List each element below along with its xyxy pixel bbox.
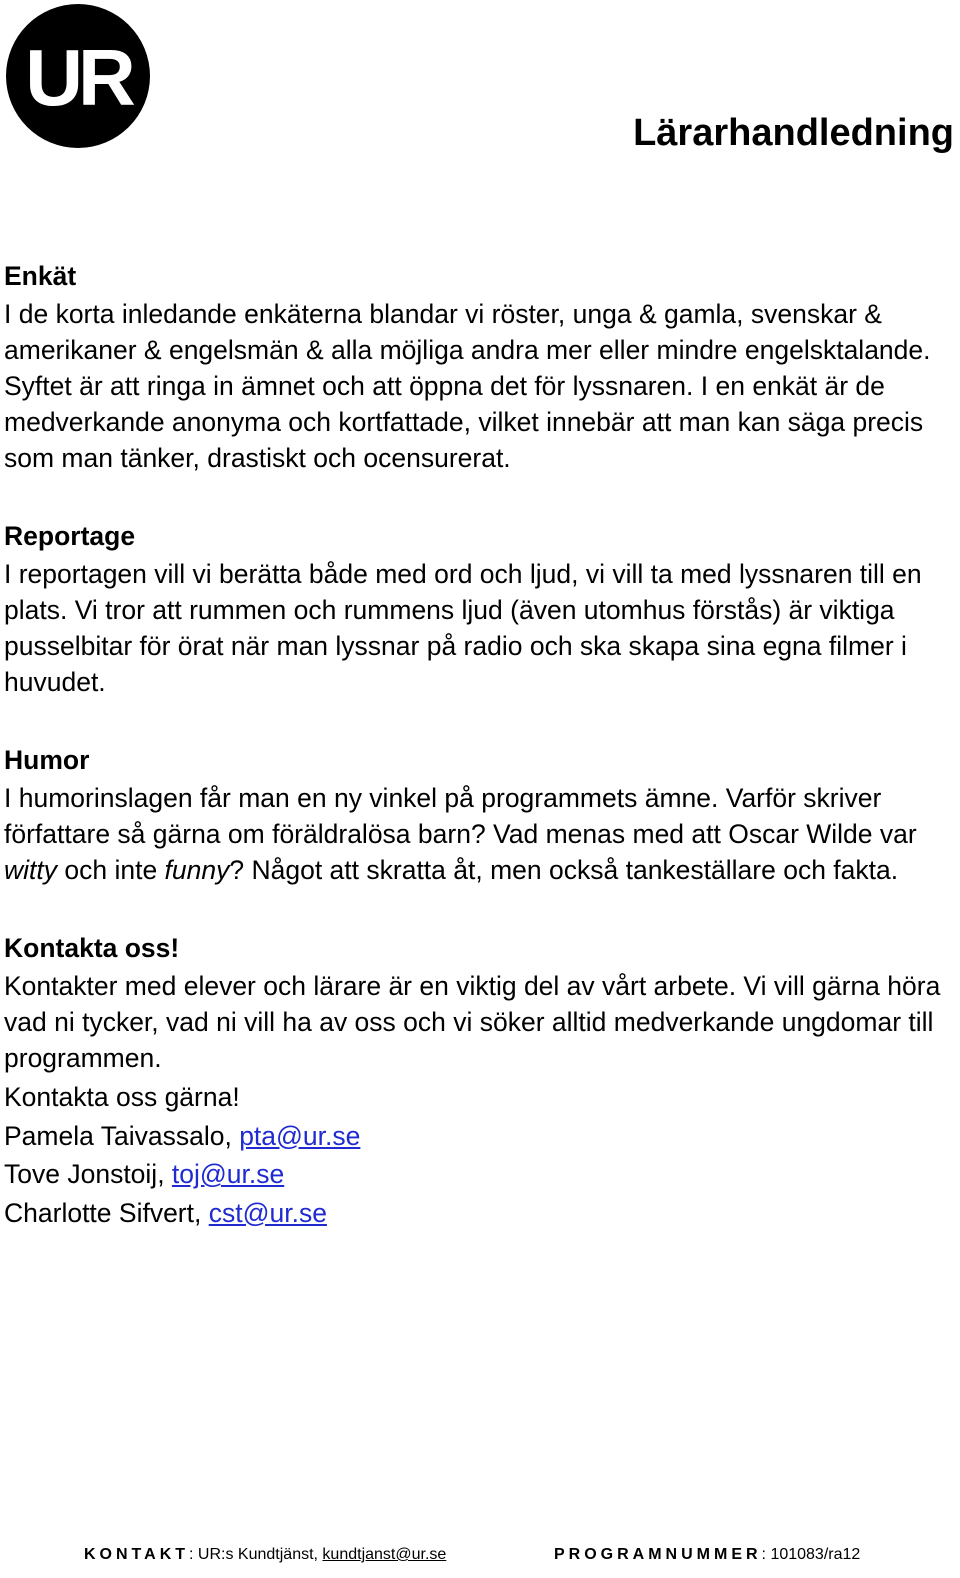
text-part: I humorinslagen får man en ny vinkel på programmets ämne. Varför skriver författare så gärna om föräldralösa barn? Vad menas med att Oscar Wilde var (4, 783, 917, 849)
section-humor (4, 742, 956, 888)
document-body (4, 258, 956, 1274)
footer-program-label: PROGRAMNUMMER (554, 1546, 762, 1563)
contact-item (4, 1194, 956, 1233)
section-text (4, 780, 956, 888)
section-enkat (4, 258, 956, 476)
contact-email-link[interactable]: cst@ur.se (208, 1197, 327, 1228)
contact-name: Tove Jonstoij, (4, 1159, 172, 1189)
text-part: ? Något att skratta åt, men också tankeställare och fakta. (229, 855, 899, 885)
footer-email-link[interactable]: kundtjanst@ur.se (322, 1546, 447, 1563)
page-title: Lärarhandledning (633, 112, 954, 154)
section-reportage (4, 518, 956, 700)
ur-logo (6, 4, 150, 148)
contact-list (4, 1078, 956, 1232)
footer-kontakt-label: KONTAKT (84, 1546, 190, 1563)
footer-program (554, 1546, 860, 1564)
contact-email-link[interactable]: toj@ur.se (171, 1159, 285, 1189)
footer-kontakt (84, 1546, 446, 1564)
section-heading: Kontakta oss! (4, 933, 180, 963)
logo-text: UR (25, 33, 131, 122)
contact-cta: Kontakta oss gärna! (4, 1082, 240, 1112)
section-text: I de korta inledande enkäterna blandar vi röster, unga & gamla, svenskar & amerikaner & engelsmän & alla möjliga andra mer eller mindre engelsktalande. Syftet är att ringa in ämnet och att öppna det för lyssnaren. I en enkät är de medverkande anonyma och kortfattade, vilket innebär att man kan säga precis som man tänker, drastiskt och ocensurerat. (4, 299, 931, 473)
text-part: och inte (57, 855, 165, 885)
contact-item (4, 1155, 956, 1194)
contact-name: Pamela Taivassalo, (4, 1120, 240, 1151)
contact-email-link[interactable]: pta@ur.se (239, 1120, 361, 1151)
footer-kontakt-text: : UR:s Kundtjänst, (189, 1546, 323, 1563)
italic-word: witty (4, 855, 57, 885)
section-kontakta (4, 930, 956, 1232)
contact-name: Charlotte Sifvert, (4, 1197, 209, 1228)
section-heading: Reportage (4, 521, 136, 551)
contact-item (4, 1117, 956, 1156)
footer-program-number: : 101083/ra12 (761, 1546, 861, 1563)
section-heading: Humor (4, 745, 90, 775)
italic-word: funny (164, 855, 230, 885)
section-text: Kontakter med elever och lärare är en viktig del av vårt arbete. Vi vill gärna höra vad ni tycker, vad ni vill ha av oss och vi söker alltid medverkande ungdomar till programmen. (4, 971, 941, 1073)
section-heading: Enkät (4, 261, 77, 291)
section-text: I reportagen vill vi berätta både med ord och ljud, vi vill ta med lyssnaren till en plats. Vi tror att rummen och rummens ljud (även utomhus förstås) är viktiga pusselbitar för örat när man lyssnar på radio och ska skapa sina egna filmer i huvudet. (4, 559, 922, 697)
